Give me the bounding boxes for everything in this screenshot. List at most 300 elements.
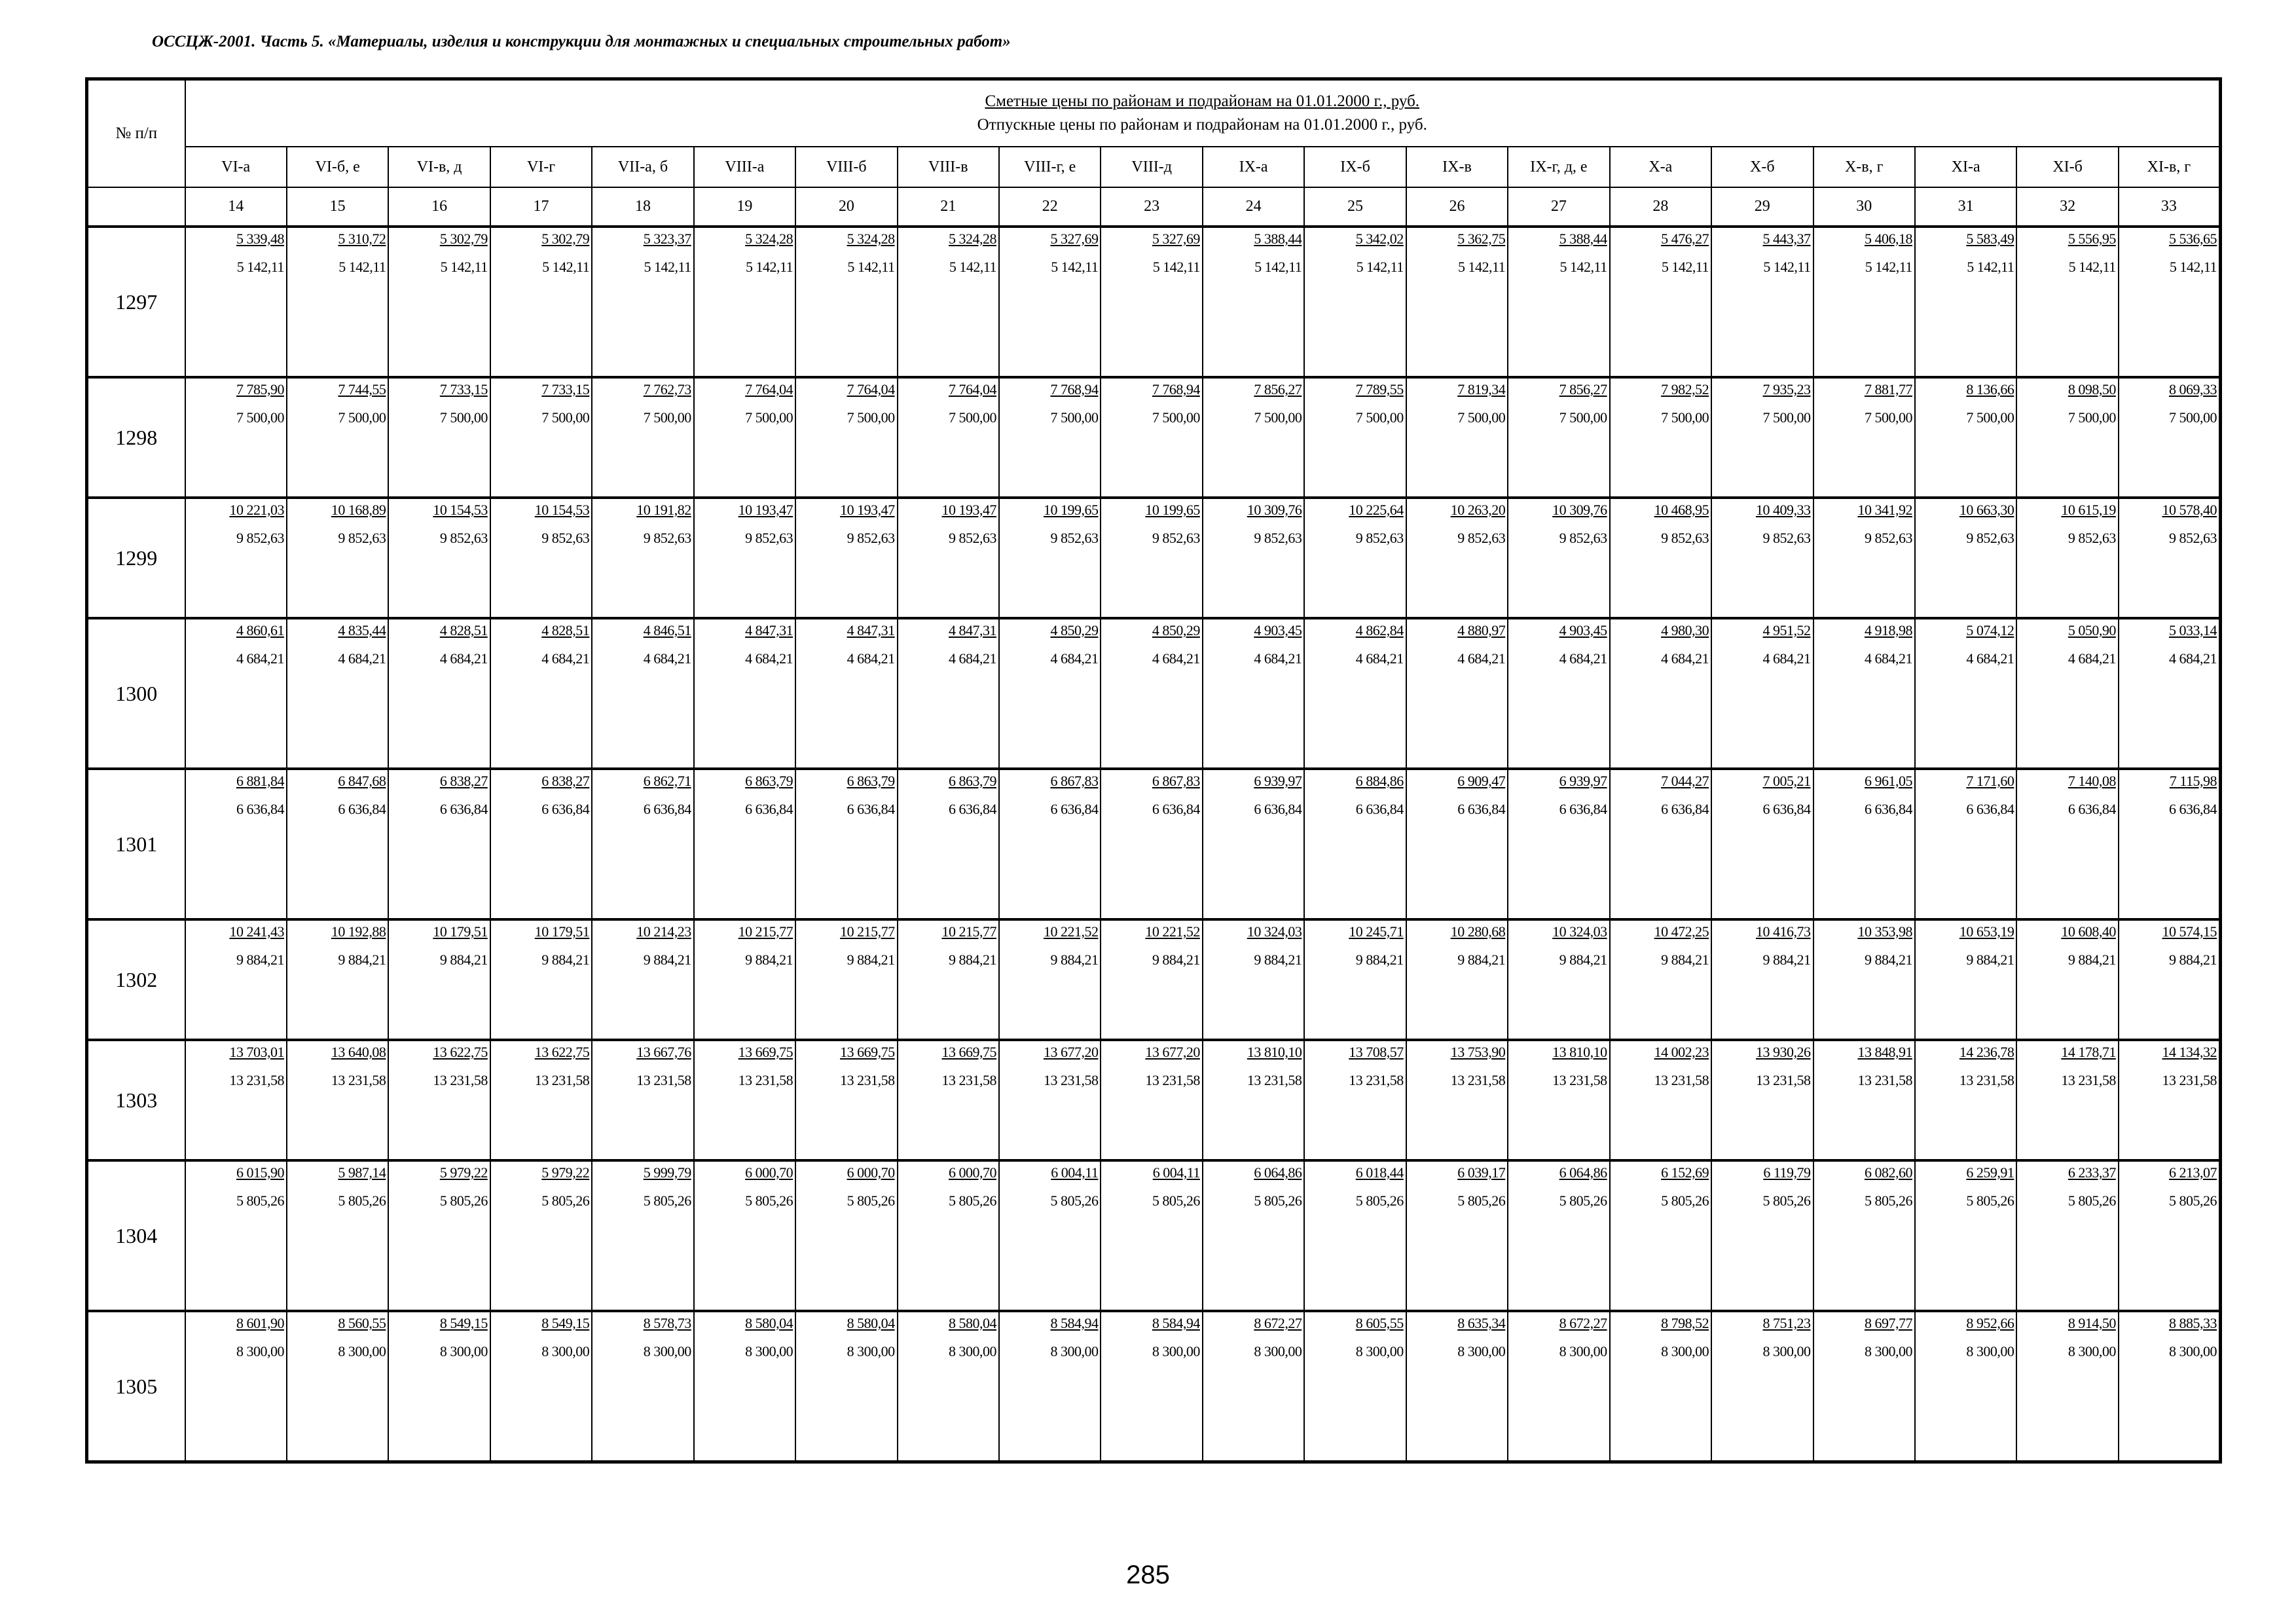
estimate-price: 10 324,03: [1552, 923, 1607, 940]
estimate-price: 4 847,31: [949, 622, 996, 638]
estimate-price: 5 362,75: [1457, 231, 1506, 247]
estimate-price: 14 134,32: [2162, 1044, 2217, 1060]
release-price: 5 142,11: [1458, 259, 1506, 275]
release-price: 8 300,00: [949, 1343, 996, 1359]
price-cell: [185, 1040, 287, 1160]
estimate-price: 8 560,55: [338, 1315, 386, 1331]
estimate-price: 8 584,94: [1050, 1315, 1099, 1331]
release-price: 4 684,21: [1559, 650, 1607, 667]
table-row: [87, 1160, 2221, 1311]
estimate-price: 10 221,52: [1145, 923, 1200, 940]
region-header: VI-б, е: [287, 147, 388, 187]
price-cell: [1406, 618, 1508, 769]
estimate-price: 4 862,84: [1355, 622, 1404, 638]
release-price: 5 142,11: [2169, 259, 2217, 275]
column-number: 21: [898, 187, 999, 227]
release-price: 5 142,11: [542, 259, 590, 275]
price-cell: [1304, 227, 1406, 377]
price-cell: [185, 769, 287, 919]
price-cell: [1304, 498, 1406, 618]
estimate-price: 6 064,86: [1254, 1164, 1302, 1181]
price-cell: [898, 377, 999, 498]
estimate-price: 13 810,10: [1552, 1044, 1607, 1060]
estimate-price: 8 952,66: [1966, 1315, 2014, 1331]
estimate-price: 7 982,52: [1661, 381, 1709, 397]
table-row: [87, 227, 2221, 377]
release-price: 9 884,21: [1966, 951, 2014, 968]
estimate-price: 7 764,04: [949, 381, 996, 397]
price-cell: [388, 227, 490, 377]
price-cell: [185, 1311, 287, 1462]
release-price: 13 231,58: [1959, 1072, 2014, 1088]
release-price: 9 884,21: [439, 951, 488, 968]
release-price: 6 636,84: [949, 801, 996, 817]
price-table: [85, 77, 2222, 1464]
price-cell: [1203, 618, 1304, 769]
release-price: 5 805,26: [1457, 1192, 1506, 1209]
price-cell: [694, 769, 795, 919]
estimate-price: 4 846,51: [643, 622, 691, 638]
estimate-price: 5 050,90: [2068, 622, 2116, 638]
estimate-price: 13 753,90: [1450, 1044, 1506, 1060]
price-cell: [898, 618, 999, 769]
estimate-price: 7 935,23: [1762, 381, 1811, 397]
release-price: 5 805,26: [1050, 1192, 1099, 1209]
release-price: 9 884,21: [1762, 951, 1811, 968]
price-cell: [1610, 1311, 1711, 1462]
release-price: 6 636,84: [1254, 801, 1302, 817]
release-price: 13 231,58: [941, 1072, 996, 1088]
price-cell: [999, 227, 1101, 377]
price-cell: [999, 1160, 1101, 1311]
price-cell: [2016, 1160, 2118, 1311]
col-number-header: № п/п: [87, 79, 185, 188]
price-cell: [287, 769, 388, 919]
estimate-price: 6 004,11: [1051, 1164, 1099, 1181]
release-price: 6 636,84: [643, 801, 691, 817]
release-price: 6 636,84: [338, 801, 386, 817]
estimate-price: 5 339,48: [236, 231, 284, 247]
estimate-price: 13 703,01: [229, 1044, 284, 1060]
release-price: 9 852,63: [1457, 530, 1506, 546]
release-price: 9 852,63: [1559, 530, 1607, 546]
estimate-price: 7 171,60: [1966, 773, 2014, 789]
estimate-price: 7 819,34: [1457, 381, 1506, 397]
estimate-price: 6 082,60: [1864, 1164, 1912, 1181]
column-number: 23: [1101, 187, 1202, 227]
estimate-price: 7 881,77: [1864, 381, 1912, 397]
column-number: 17: [490, 187, 592, 227]
release-price: 9 852,63: [236, 530, 284, 546]
region-header: XI-б: [2016, 147, 2118, 187]
row-number: 1301: [87, 769, 185, 919]
release-price: 13 231,58: [1043, 1072, 1099, 1088]
release-price: 9 852,63: [2068, 530, 2116, 546]
estimate-price: 5 302,79: [541, 231, 590, 247]
estimate-price: 7 785,90: [236, 381, 284, 397]
estimate-price: 5 033,14: [2169, 622, 2217, 638]
estimate-price: 14 236,78: [1959, 1044, 2014, 1060]
price-cell: [388, 769, 490, 919]
estimate-price: 6 838,27: [541, 773, 590, 789]
estimate-price: 10 214,23: [636, 923, 691, 940]
row-number: 1305: [87, 1311, 185, 1462]
release-price: 5 805,26: [2169, 1192, 2217, 1209]
estimate-price: 7 856,27: [1254, 381, 1302, 397]
price-cell: [1915, 1040, 2016, 1160]
release-price: 7 500,00: [236, 409, 284, 426]
release-price: 5 805,26: [1661, 1192, 1709, 1209]
table-row: [87, 498, 2221, 618]
region-header: X-в, г: [1813, 147, 1915, 187]
estimate-price: 13 640,08: [331, 1044, 386, 1060]
estimate-price: 8 697,77: [1864, 1315, 1912, 1331]
caption-row: [87, 79, 2221, 147]
release-price: 9 852,63: [439, 530, 488, 546]
price-cell: [1101, 377, 1202, 498]
price-cell: [1304, 1040, 1406, 1160]
estimate-price: 8 580,04: [847, 1315, 895, 1331]
estimate-price: 8 069,33: [2169, 381, 2217, 397]
estimate-price: 8 885,33: [2169, 1315, 2217, 1331]
price-cell: [1610, 769, 1711, 919]
row-number: 1300: [87, 618, 185, 769]
price-cell: [1915, 1311, 2016, 1462]
price-cell: [1508, 1160, 1609, 1311]
price-cell: [1101, 1040, 1202, 1160]
column-number: 16: [388, 187, 490, 227]
price-cell: [898, 769, 999, 919]
price-cell: [592, 618, 693, 769]
estimate-price: 6 015,90: [236, 1164, 284, 1181]
row-number: 1303: [87, 1040, 185, 1160]
estimate-price: 5 979,22: [541, 1164, 590, 1181]
price-cell: [592, 377, 693, 498]
price-cell: [2119, 919, 2221, 1040]
estimate-price: 4 918,98: [1864, 622, 1912, 638]
price-cell: [1101, 769, 1202, 919]
release-price: 4 684,21: [643, 650, 691, 667]
price-cell: [1813, 498, 1915, 618]
release-price: 9 884,21: [1661, 951, 1709, 968]
estimate-price: 6 847,68: [338, 773, 386, 789]
price-cell: [490, 618, 592, 769]
estimate-price: 5 388,44: [1254, 231, 1302, 247]
price-cell: [490, 1040, 592, 1160]
price-cell: [388, 498, 490, 618]
price-cell: [694, 1160, 795, 1311]
column-number-cell-blank: [87, 187, 185, 227]
release-price: 9 852,63: [1355, 530, 1404, 546]
price-cell: [1915, 498, 2016, 618]
release-price: 8 300,00: [1661, 1343, 1709, 1359]
price-cell: [388, 1311, 490, 1462]
release-price: 5 805,26: [541, 1192, 590, 1209]
release-price: 9 852,63: [1762, 530, 1811, 546]
estimate-price: 10 280,68: [1450, 923, 1506, 940]
release-price: 13 231,58: [229, 1072, 284, 1088]
release-price: 13 231,58: [2162, 1072, 2217, 1088]
estimate-price: 7 768,94: [1152, 381, 1200, 397]
price-cell: [1203, 377, 1304, 498]
price-cell: [2119, 227, 2221, 377]
release-price: 4 684,21: [2068, 650, 2116, 667]
release-price: 4 684,21: [2169, 650, 2217, 667]
estimate-price: 10 653,19: [1959, 923, 2014, 940]
estimate-price: 6 233,37: [2068, 1164, 2116, 1181]
release-price: 8 300,00: [1559, 1343, 1607, 1359]
price-cell: [2119, 498, 2221, 618]
estimate-price: 8 549,15: [439, 1315, 488, 1331]
release-price: 8 300,00: [745, 1343, 793, 1359]
estimate-price: 6 119,79: [1763, 1164, 1811, 1181]
release-price: 4 684,21: [1661, 650, 1709, 667]
release-price: 7 500,00: [1457, 409, 1506, 426]
release-price: 6 636,84: [1355, 801, 1404, 817]
estimate-price: 6 862,71: [643, 773, 691, 789]
release-price: 9 884,21: [2169, 951, 2217, 968]
release-price: 5 142,11: [1152, 259, 1200, 275]
release-price: 9 884,21: [338, 951, 386, 968]
estimate-price: 6 000,70: [847, 1164, 895, 1181]
price-cell: [490, 377, 592, 498]
price-cell: [1610, 618, 1711, 769]
estimate-price: 10 154,53: [433, 502, 488, 518]
release-price: 9 884,21: [236, 951, 284, 968]
release-price: 9 852,63: [643, 530, 691, 546]
estimate-price: 4 850,29: [1152, 622, 1200, 638]
price-cell: [1813, 618, 1915, 769]
release-price: 9 852,63: [338, 530, 386, 546]
release-price: 5 142,11: [1967, 259, 2014, 275]
release-price: 6 636,84: [1152, 801, 1200, 817]
price-cell: [287, 1311, 388, 1462]
release-price: 6 636,84: [1457, 801, 1506, 817]
estimate-price: 8 605,55: [1355, 1315, 1404, 1331]
estimate-price: 5 324,28: [949, 231, 996, 247]
table-row: [87, 1311, 2221, 1462]
release-price: 5 142,11: [949, 259, 996, 275]
release-price: 9 852,63: [1050, 530, 1099, 546]
price-cell: [795, 769, 897, 919]
region-header: VI-г: [490, 147, 592, 187]
price-cell: [1610, 227, 1711, 377]
release-price: 4 684,21: [1050, 650, 1099, 667]
estimate-price: 6 961,05: [1864, 773, 1912, 789]
estimate-price: 10 615,19: [2061, 502, 2116, 518]
estimate-price: 8 672,27: [1254, 1315, 1302, 1331]
price-cell: [592, 227, 693, 377]
price-cell: [1508, 1040, 1609, 1160]
estimate-price: 6 000,70: [949, 1164, 996, 1181]
price-cell: [1508, 919, 1609, 1040]
release-price: 8 300,00: [847, 1343, 895, 1359]
price-cell: [1406, 1160, 1508, 1311]
price-cell: [490, 919, 592, 1040]
estimate-price: 10 193,47: [738, 502, 793, 518]
price-cell: [1915, 377, 2016, 498]
price-cell: [1915, 769, 2016, 919]
price-cell: [1711, 377, 1813, 498]
price-cell: [1203, 1160, 1304, 1311]
release-price: 9 852,63: [1152, 530, 1200, 546]
release-price: 13 231,58: [2061, 1072, 2116, 1088]
column-number-row: [87, 187, 2221, 227]
price-cell: [1304, 1160, 1406, 1311]
region-header: VIII-г, е: [999, 147, 1101, 187]
column-number: 33: [2119, 187, 2221, 227]
estimate-price: 10 215,77: [941, 923, 996, 940]
price-cell: [592, 1040, 693, 1160]
release-price: 4 684,21: [1864, 650, 1912, 667]
price-cell: [592, 919, 693, 1040]
table-row: [87, 377, 2221, 498]
estimate-price: 5 443,37: [1762, 231, 1811, 247]
price-cell: [1711, 498, 1813, 618]
release-price: 9 884,21: [1559, 951, 1607, 968]
release-price: 13 231,58: [1654, 1072, 1709, 1088]
price-cell: [694, 1040, 795, 1160]
release-price: 4 684,21: [338, 650, 386, 667]
price-cell: [898, 1160, 999, 1311]
estimate-price: 10 416,73: [1756, 923, 1811, 940]
estimate-price: 10 608,40: [2061, 923, 2116, 940]
release-price: 8 300,00: [2169, 1343, 2217, 1359]
release-price: 4 684,21: [745, 650, 793, 667]
column-number: 18: [592, 187, 693, 227]
estimate-price: 10 154,53: [534, 502, 590, 518]
release-price: 6 636,84: [1661, 801, 1709, 817]
estimate-price: 7 733,15: [439, 381, 488, 397]
estimate-price: 6 909,47: [1457, 773, 1506, 789]
estimate-price: 8 549,15: [541, 1315, 590, 1331]
release-price: 4 684,21: [1762, 650, 1811, 667]
running-head: ОССЦЖ-2001. Часть 5. «Материалы, изделия и конструкции для монтажных и специальных строительных работ»: [152, 33, 1011, 50]
estimate-price: 8 580,04: [745, 1315, 793, 1331]
estimate-price: 13 669,75: [941, 1044, 996, 1060]
price-cell: [795, 618, 897, 769]
price-cell: [1304, 919, 1406, 1040]
estimate-price: 10 215,77: [840, 923, 895, 940]
price-cell: [1813, 1040, 1915, 1160]
estimate-price: 10 341,92: [1857, 502, 1912, 518]
price-cell: [1101, 1160, 1202, 1311]
release-price: 8 300,00: [439, 1343, 488, 1359]
price-cell: [592, 769, 693, 919]
release-price: 7 500,00: [2068, 409, 2116, 426]
estimate-price: 8 601,90: [236, 1315, 284, 1331]
price-cell: [1203, 227, 1304, 377]
release-price: 7 500,00: [439, 409, 488, 426]
price-cell: [287, 618, 388, 769]
column-number: 26: [1406, 187, 1508, 227]
release-price: 5 142,11: [644, 259, 691, 275]
release-price: 5 805,26: [1864, 1192, 1912, 1209]
price-cell: [795, 498, 897, 618]
release-price: 5 805,26: [949, 1192, 996, 1209]
column-number: 29: [1711, 187, 1813, 227]
release-price: 5 142,11: [236, 259, 284, 275]
column-number: 20: [795, 187, 897, 227]
release-price: 5 142,11: [847, 259, 895, 275]
price-cell: [1203, 1311, 1304, 1462]
price-cell: [1813, 227, 1915, 377]
price-cell: [694, 919, 795, 1040]
release-price: 7 500,00: [1254, 409, 1302, 426]
price-cell: [2016, 1311, 2118, 1462]
release-price: 8 300,00: [1254, 1343, 1302, 1359]
estimate-price: 5 556,95: [2068, 231, 2116, 247]
estimate-price: 6 881,84: [236, 773, 284, 789]
estimate-price: 10 472,25: [1654, 923, 1709, 940]
release-price: 7 500,00: [1966, 409, 2014, 426]
estimate-price: 8 098,50: [2068, 381, 2116, 397]
row-number: 1302: [87, 919, 185, 1040]
price-cell: [2016, 618, 2118, 769]
release-price: 13 231,58: [636, 1072, 691, 1088]
estimate-price: 10 409,33: [1756, 502, 1811, 518]
estimate-price: 7 115,98: [2169, 773, 2217, 789]
release-price: 8 300,00: [1762, 1343, 1811, 1359]
estimate-price: 5 327,69: [1050, 231, 1099, 247]
estimate-price: 10 324,03: [1247, 923, 1302, 940]
price-cell: [1508, 769, 1609, 919]
price-cell: [388, 919, 490, 1040]
release-price: 5 805,26: [1152, 1192, 1200, 1209]
release-price: 8 300,00: [1355, 1343, 1404, 1359]
price-cell: [1813, 377, 1915, 498]
release-price: 5 142,11: [1865, 259, 1912, 275]
price-cell: [490, 1160, 592, 1311]
price-cell: [388, 618, 490, 769]
estimate-price: 10 309,76: [1552, 502, 1607, 518]
release-price: 13 231,58: [738, 1072, 793, 1088]
column-number: 15: [287, 187, 388, 227]
release-price: 4 684,21: [1457, 650, 1506, 667]
release-price: 9 884,21: [1864, 951, 1912, 968]
price-cell: [898, 1040, 999, 1160]
release-price: 9 884,21: [1152, 951, 1200, 968]
release-price: 5 142,11: [440, 259, 488, 275]
estimate-price: 10 663,30: [1959, 502, 2014, 518]
column-number: 22: [999, 187, 1101, 227]
estimate-price: 5 476,27: [1661, 231, 1709, 247]
release-price: 13 231,58: [1756, 1072, 1811, 1088]
price-cell: [287, 919, 388, 1040]
estimate-price: 7 044,27: [1661, 773, 1709, 789]
region-header: VIII-б: [795, 147, 897, 187]
estimate-price: 5 583,49: [1966, 231, 2014, 247]
row-number: 1299: [87, 498, 185, 618]
estimate-price: 10 199,65: [1145, 502, 1200, 518]
estimate-price: 7 762,73: [643, 381, 691, 397]
release-price: 9 852,63: [2169, 530, 2217, 546]
price-cell: [490, 1311, 592, 1462]
table-row: [87, 1040, 2221, 1160]
price-cell: [795, 1040, 897, 1160]
release-price: 13 231,58: [433, 1072, 488, 1088]
estimate-price: 10 245,71: [1349, 923, 1404, 940]
region-header: XI-а: [1915, 147, 2016, 187]
release-price: 5 805,26: [1966, 1192, 2014, 1209]
estimate-price: 6 000,70: [745, 1164, 793, 1181]
release-price: 9 884,21: [1355, 951, 1404, 968]
release-price: 5 142,11: [1254, 259, 1302, 275]
table-row: [87, 919, 2221, 1040]
estimate-price: 7 744,55: [338, 381, 386, 397]
release-price: 4 684,21: [1254, 650, 1302, 667]
estimate-price: 10 193,47: [840, 502, 895, 518]
